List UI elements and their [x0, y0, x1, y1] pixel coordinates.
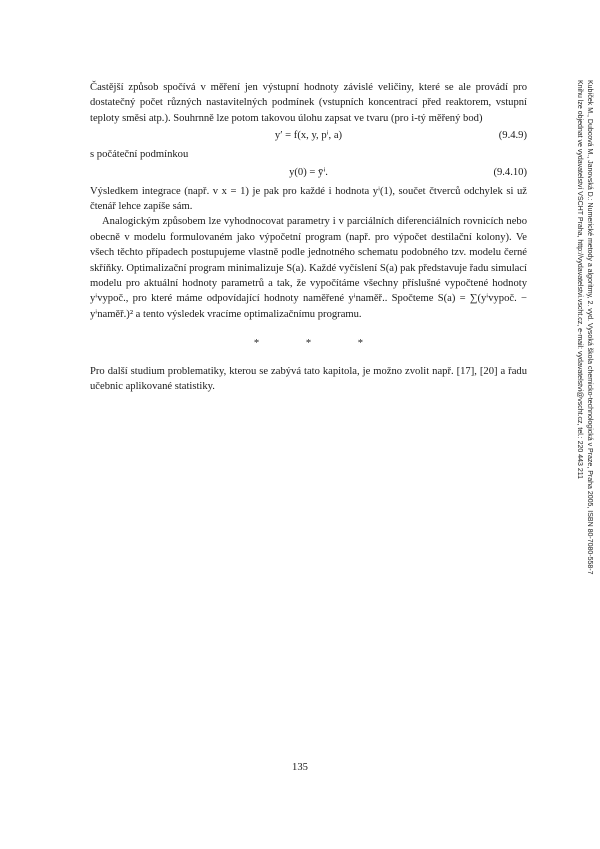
side-copyright-note — [568, 80, 594, 640]
side-note-line-2: Knihu lze objednat ve vydavatelství VŠCHT Praha, http://vydavatelstvi.vscht.cz, e-mail: vydavatelstvi@vscht.cz, tel.: 220 443 211 — [576, 80, 583, 480]
paragraph-4: Analogickým způsobem lze vyhodnocovat parametry i v parciálních diferenciálních rovnicích nebo obecně v modelu formulovaném jako výpočetní program (např. pro výpočet destilační kolony). Ve všech těchto případech postupujeme vlastně podle jednotného schematu podobného tzv. modelu černé skříňky. Optimalizační program minimalizuje S(a). Každé vyčíslení S(a) pak představuje řadu simulací modelu pro aktuální hodnoty parametrů a tak, že vypočítáme všechny příslušné vypočtené hodnoty yⁱvypoč., pro které máme odpovídající hodnoty naměřené yⁱnaměř.. Spočteme S(a) = ∑(yⁱvypoč. − yⁱnaměř.)² a tento výsledek vracíme optimalizačnímu programu. — [90, 216, 527, 320]
paragraph-2: s počáteční podmínkou — [90, 149, 189, 161]
page-number: 135 — [292, 762, 308, 773]
equation-9-4-9-number: (9.4.9) — [498, 130, 527, 142]
equation-9-4-10-formula: y(0) = ȳⁱ. — [289, 166, 328, 178]
side-note-line-1: Kubíček M., Dubcová M., Janovská D.: Numerické metody a algoritmy, 2. vyd. Vysoká škola chemicko-technologická v Praze, Praha 2005, ISBN 80-7080-558-7 — [586, 80, 593, 575]
equation-9-4-10 — [90, 165, 527, 181]
paragraph-3: Výsledkem integrace (např. v x = 1) je pak pro každé i hodnota yⁱ(1), součet čtverců odchylek si už čtenář lehce zapíše sám. — [90, 185, 527, 213]
section-separator: * * * — [253, 338, 386, 350]
paragraph-1: Častější způsob spočívá v měření jen výstupní hodnoty závislé veličiny, které se ale provádí pro dostatečný počet různých nastavitelných podmínek (vstupních koncentrací před reaktorem, vstupní teploty směsi atp.). Souhrnně lze potom takovou úlohu zapsat ve tvaru (pro i-tý měřený bod) — [90, 82, 527, 124]
paragraph-5: Pro další studium problematiky, kterou se zabývá tato kapitola, je možno zvolit např. [17], [20] a řadu učebnic aplikované statistiky. — [90, 365, 527, 393]
equation-9-4-9 — [90, 128, 527, 144]
equation-9-4-9-formula: y′ = f(x, y, pⁱ, a) — [274, 130, 343, 142]
equation-9-4-10-number: (9.4.10) — [493, 166, 527, 178]
main-text — [90, 80, 527, 395]
